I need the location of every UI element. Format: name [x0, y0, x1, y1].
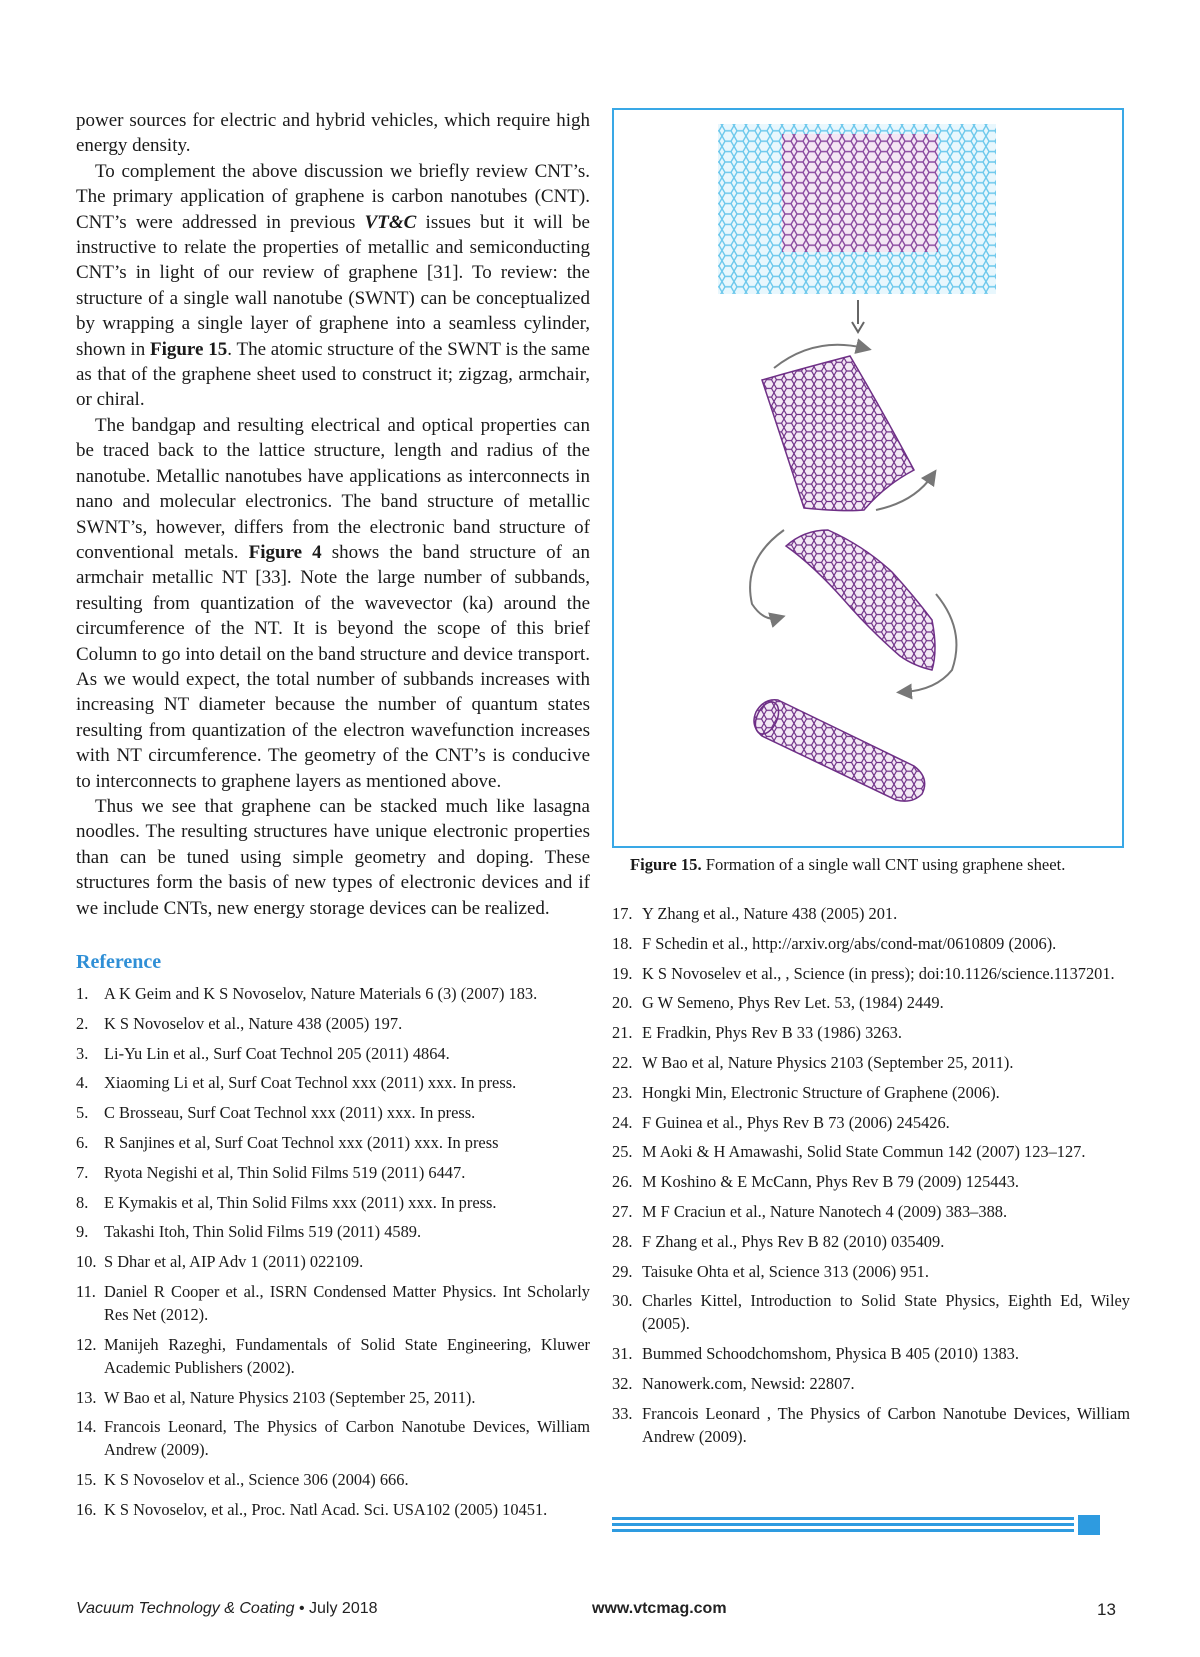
reference-text: A K Geim and K S Novoselov, Nature Materials 6 (3) (2007) 183. [104, 984, 538, 1003]
body-paragraph: To complement the above discussion we briefly review CNT’s. The primary application of graphene is carbon nanotubes (CNT). CNT’s were addressed in previous VT&C issues but it will be instructive to relate the properties of metallic and semiconducting CNT’s in light of our review of graphene [31]. To review: the structure of a single wall nanotube (SWNT) can be conceptualized by wrapping a single layer of graphene into a seamless cylinder, shown in Figure 15. The atomic structure of the SWNT is the same as that of the graphene sheet used to construct it; zigzag, armchair, or chiral. [76, 160, 590, 411]
reference-heading: Reference [76, 951, 162, 973]
reference-item [76, 1415, 590, 1461]
curving-sheet [786, 530, 935, 670]
reference-item [76, 1468, 590, 1491]
reference-number: 4. [76, 1073, 89, 1093]
reference-number: 19. [612, 963, 633, 983]
reference-text: W Bao et al, Nature Physics 2103 (September 25, 2011). [642, 1052, 1014, 1072]
reference-text: Bummed Schoodchomshom, Physica B 405 (2010) 1383. [642, 1344, 1019, 1364]
reference-number: 20. [612, 993, 633, 1013]
reference-text: G W Semeno, Phys Rev Let. 53, (1984) 2449. [642, 993, 944, 1013]
reference-text: F Schedin et al., http://arxiv.org/abs/cond-mat/0610809 (2006). [642, 933, 1057, 953]
reference-text: S Dhar et al, AIP Adv 1 (2011) 022109. [104, 1252, 364, 1272]
reference-item [76, 1250, 590, 1273]
reference-item [612, 1200, 1130, 1223]
reference-number: 29. [612, 1261, 633, 1281]
reference-item [612, 1111, 1130, 1134]
reference-item [612, 1081, 1130, 1104]
journal-name: VT&C [364, 211, 417, 233]
reference-number: 3. [76, 1043, 89, 1063]
reference-text: E Fradkin, Phys Rev B 33 (1986) 3263. [642, 1023, 902, 1043]
page-number: 13 [1097, 1600, 1116, 1619]
reference-item [612, 1230, 1130, 1253]
reference-number: 9. [76, 1222, 89, 1242]
reference-list [612, 902, 1130, 1448]
reference-text: F Guinea et al., Phys Rev B 73 (2006) 245426. [642, 1112, 950, 1132]
reference-item [612, 1402, 1130, 1448]
reference-item [76, 1333, 590, 1379]
reference-item [76, 1386, 590, 1409]
reference-number: 13. [76, 1387, 97, 1407]
body-paragraph: Thus we see that graphene can be stacked much like lasagna noodles. The resulting structures have unique electronic properties than can be tuned using simple geometry and doping. These structures form the basis of new types of electronic devices and if we include CNTs, new energy storage devices can be realized. [76, 795, 590, 919]
reference-number: 21. [612, 1023, 633, 1043]
reference-number: 32. [612, 1373, 633, 1393]
figure-reference: Figure 15 [149, 338, 228, 360]
reference-item [612, 1170, 1130, 1193]
reference-text: Y Zhang et al., Nature 438 (2005) 201. [642, 904, 898, 923]
reference-item [612, 1260, 1130, 1283]
reference-number: 11. [76, 1281, 96, 1301]
reference-text: M Koshino & E McCann, Phys Rev B 79 (2009) 125443. [642, 1172, 1019, 1192]
body-paragraph: power sources for electric and hybrid vehicles, which require high energy density. [76, 110, 590, 157]
reference-number: 7. [76, 1162, 89, 1182]
reference-text: Hongki Min, Electronic Structure of Graphene (2006). [642, 1082, 1000, 1102]
reference-list [76, 982, 590, 1521]
reference-number: 33. [612, 1403, 633, 1423]
reference-item [612, 1051, 1130, 1074]
reference-item [76, 1498, 590, 1521]
reference-number: 6. [76, 1132, 89, 1152]
reference-text: Xiaoming Li et al, Surf Coat Technol xxx (2011) xxx. In press. [104, 1073, 517, 1093]
reference-text: M F Craciun et al., Nature Nanotech 4 (2009) 383–388. [642, 1201, 1008, 1221]
left-column [76, 108, 590, 1528]
reference-number: 16. [76, 1499, 97, 1519]
reference-item [612, 1372, 1130, 1395]
reference-number: 1. [76, 984, 89, 1003]
reference-number: 27. [612, 1201, 633, 1221]
reference-item [612, 962, 1130, 985]
reference-item [76, 1161, 590, 1184]
reference-text: Nanowerk.com, Newsid: 22807. [642, 1373, 855, 1393]
reference-text: Takashi Itoh, Thin Solid Films 519 (2011) 4589. [104, 1222, 422, 1242]
reference-number: 26. [612, 1172, 633, 1192]
reference-number: 10. [76, 1252, 97, 1272]
figure-caption: Figure 15. Formation of a single wall CNT using graphene sheet. [630, 855, 1066, 874]
reference-number: 18. [612, 933, 633, 953]
reference-text: Ryota Negishi et al, Thin Solid Films 519 (2011) 6447. [104, 1162, 466, 1182]
reference-number: 31. [612, 1344, 633, 1364]
reference-item [76, 1101, 590, 1124]
reference-text: K S Novoselov et al., Nature 438 (2005) 197. [104, 1013, 403, 1033]
reference-text: W Bao et al, Nature Physics 2103 (September 25, 2011). [104, 1387, 476, 1407]
down-arrow-icon [852, 300, 864, 332]
reference-item [612, 1140, 1130, 1163]
decorative-rule [612, 1515, 1124, 1539]
reference-item [612, 991, 1130, 1014]
reference-text: Daniel R Cooper et al., ISRN Condensed Matter Physics. Int Scholarly Res Net (2012). [104, 1281, 590, 1324]
reference-number: 17. [612, 904, 633, 923]
reference-item [612, 932, 1130, 955]
nanotube [751, 698, 925, 801]
reference-item [76, 1071, 590, 1094]
curl-arrow-icon [750, 530, 784, 619]
reference-number: 22. [612, 1052, 633, 1072]
reference-number: 28. [612, 1231, 633, 1251]
reference-text: E Kymakis et al, Thin Solid Films xxx (2011) xxx. In press. [104, 1192, 497, 1212]
reference-number: 12. [76, 1334, 97, 1354]
reference-text: C Brosseau, Surf Coat Technol xxx (2011) xxx. In press. [104, 1103, 476, 1123]
reference-number: 23. [612, 1082, 633, 1102]
reference-text: K S Novoselov et al., Science 306 (2004) 666. [104, 1470, 409, 1490]
figure-reference: Figure 4 [248, 541, 322, 563]
reference-text: Manijeh Razeghi, Fundamentals of Solid State Engineering, Kluwer Academic Publishers (2002). [104, 1334, 590, 1377]
reference-text: K S Novoselov, et al., Proc. Natl Acad. Sci. USA102 (2005) 10451. [104, 1499, 548, 1519]
reference-number: 5. [76, 1103, 89, 1123]
graphene-sheet [718, 124, 996, 294]
reference-item [612, 902, 1130, 925]
reference-text: Francois Leonard , The Physics of Carbon Nanotube Devices, William Andrew (2009). [642, 1403, 1130, 1446]
reference-text: K S Novoselev et al., , Science (in press); doi:10.1126/science.1137201. [642, 963, 1115, 983]
reference-number: 30. [612, 1291, 633, 1311]
reference-text: Francois Leonard, The Physics of Carbon Nanotube Devices, William Andrew (2009). [104, 1417, 590, 1460]
reference-item [76, 1220, 590, 1243]
cnt-formation-illustration [614, 110, 1122, 846]
reference-item [76, 1042, 590, 1065]
reference-number: 2. [76, 1013, 89, 1033]
reference-number: 24. [612, 1112, 633, 1132]
reference-item [76, 1280, 590, 1326]
reference-item [76, 1131, 590, 1154]
reference-item [76, 982, 590, 1005]
reference-number: 8. [76, 1192, 89, 1212]
body-paragraph: The bandgap and resulting electrical and optical properties can be traced back to the lattice structure, length and radius of the nanotube. Metallic nanotubes have applications as interconnects in nano and molecular electronics. The band structure of metallic SWNT’s, however, differs from the electronic band structure of conventional metals. Figure 4 shows the band structure of an armchair metallic NT [33]. Note the large number of subbands, resulting from quantization of the wavevector (ka) around the circumference of the NT. It is beyond the scope of this brief Column to go into detail on the band structure and device transport. As we would expect, the total number of subbands increases with increasing NT diameter because the number of quantum states resulting from quantization of the electron wavefunction increases with NT circumference. The geometry of the CNT’s is conducive to interconnects to graphene layers as mentioned above. [76, 414, 590, 792]
reference-item [612, 1021, 1130, 1044]
rolling-sheet [762, 356, 914, 511]
reference-number: 25. [612, 1142, 633, 1162]
footer-website[interactable]: www.vtcmag.com [592, 1600, 727, 1617]
reference-text: R Sanjines et al, Surf Coat Technol xxx (2011) xxx. In press [104, 1132, 499, 1152]
reference-item [612, 1342, 1130, 1365]
reference-text: Taisuke Ohta et al, Science 313 (2006) 951. [642, 1261, 929, 1281]
reference-text: Charles Kittel, Introduction to Solid State Physics, Eighth Ed, Wiley (2005). [642, 1291, 1130, 1334]
footer-publication: Vacuum Technology & Coating • July 2018 [76, 1600, 378, 1617]
reference-text: Li-Yu Lin et al., Surf Coat Technol 205 (2011) 4864. [104, 1043, 450, 1063]
reference-number: 14. [76, 1417, 97, 1437]
reference-text: F Zhang et al., Phys Rev B 82 (2010) 035409. [642, 1231, 945, 1251]
reference-item [76, 1191, 590, 1214]
reference-item [76, 1012, 590, 1035]
right-column [612, 108, 1130, 1455]
reference-text: M Aoki & H Amawashi, Solid State Commun 142 (2007) 123–127. [642, 1142, 1086, 1162]
figure-15 [612, 108, 1124, 848]
reference-item [612, 1289, 1130, 1335]
reference-number: 15. [76, 1470, 97, 1490]
